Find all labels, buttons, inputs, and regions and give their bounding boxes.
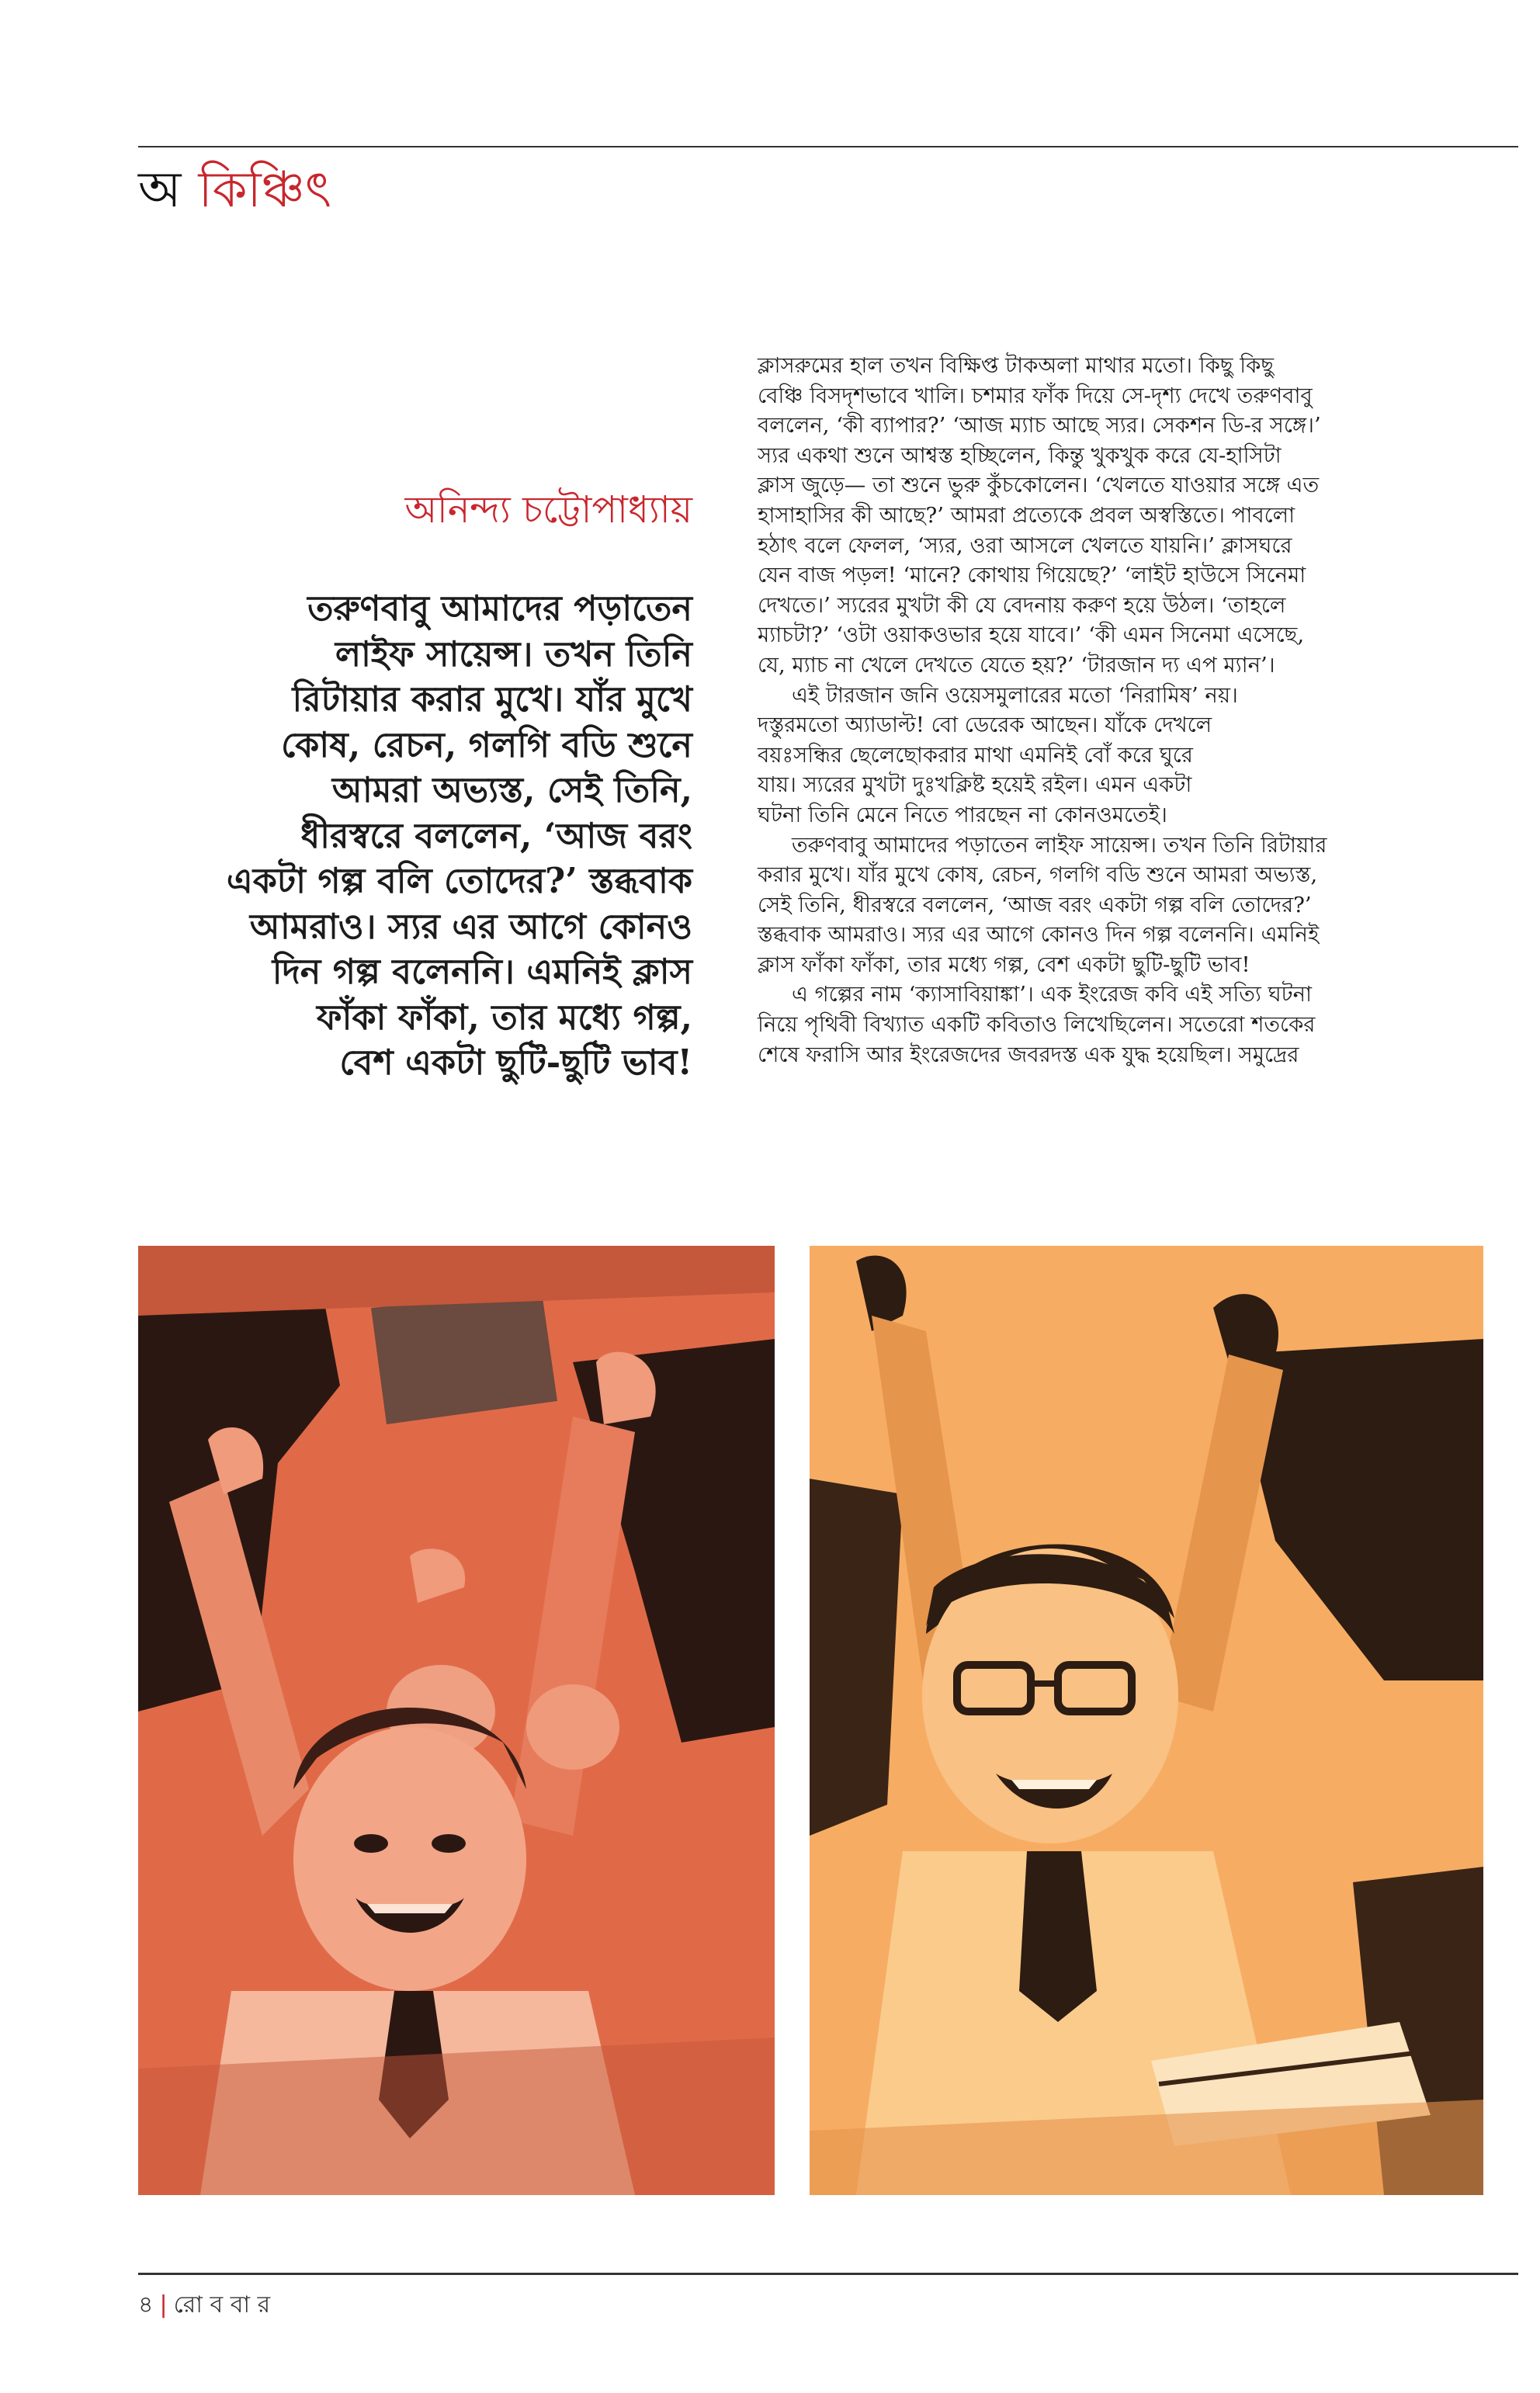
intro-line: কোষ, রেচন, গলগি বডি শুনে [281, 724, 692, 765]
intro-line: দিন গল্প বলেননি। এমনিই ক্লাস [272, 952, 692, 992]
section-prefix: অ [138, 161, 182, 219]
intro-paragraph [138, 586, 692, 1086]
intro-line: বেশ একটা ছুটি-ছুটি ভাব! [339, 1042, 692, 1083]
body-line: যেন বাজ পড়ল! ‘মানে? কোথায় গিয়েছে?’ ‘লাইট হাউসে সিনেমা [758, 563, 1306, 588]
body-line: যায়। স্যরের মুখটা দুঃখক্লিষ্ট হয়েই রইল। এমন একটা [758, 772, 1192, 798]
intro-line: রিটায়ার করার মুখে। যাঁর মুখে [292, 679, 692, 720]
photo-boy-illustration [810, 1246, 1483, 2195]
intro-line: তরুণবাবু আমাদের পড়াতেন [307, 588, 692, 629]
body-line: বেঞ্চি বিসদৃশভাবে খালি। চশমার ফাঁক দিয়ে সে-দৃশ্য দেখে তরুণবাবু [758, 383, 1313, 408]
body-line: স্যর একথা শুনে আশ্বস্ত হচ্ছিলেন, কিন্তু খুকখুক করে যে-হাসিটা [758, 442, 1282, 468]
body-line: এই টারজান জনি ওয়েসমুলারের মতো ‘নিরামিষ’ নয়। [792, 682, 1238, 708]
photo-girl-illustration [138, 1246, 775, 2195]
photo-boy-cheering [810, 1246, 1483, 2195]
body-line: হাসাহাসির কী আছে?’ আমরা প্রত্যেকে প্রবল অস্বস্তিতে। পাবলো [758, 502, 1295, 528]
intro-line: ফাঁকা ফাঁকা, তার মধ্যে গল্প, [316, 997, 692, 1038]
body-line: দেখতে।’ স্যরের মুখটা কী যে বেদনায় করুণ হয়ে উঠল। ‘তাহলে [758, 592, 1286, 618]
page-number: ৪ [138, 2291, 154, 2318]
article-body [758, 351, 1526, 1070]
body-line: করার মুখে। যাঁর মুখে কোষ, রেচন, গলগি বডি শুনে আমরা অভ্যস্ত, [758, 862, 1318, 888]
footer-separator: | [159, 2291, 168, 2318]
body-line: ঘটনা তিনি মেনে নিতে পারছেন না কোনওমতেই। [758, 802, 1167, 827]
body-line: ক্লাসরুমের হাল তখন বিক্ষিপ্ত টাকঅলা মাথার মতো। কিছু কিছু [758, 353, 1275, 378]
body-line: ম্যাচটা?’ ‘ওটা ওয়াকওভার হয়ে যাবে।’ ‘কী এমন সিনেমা এসেছে, [758, 623, 1305, 648]
section-title: কিঞ্চিৎ [198, 161, 331, 219]
intro-line: আমরা অভ্যস্ত, সেই তিনি, [331, 770, 692, 810]
page-footer [138, 2290, 270, 2321]
intro-line: আমরাও। স্যর এর আগে কোনও [249, 906, 692, 947]
intro-line: লাইফ সায়েন্স। তখন তিনি [335, 633, 692, 675]
body-line: সেই তিনি, ধীরস্বরে বললেন, ‘আজ বরং একটা গল্প বলি তোদের?’ [758, 892, 1312, 917]
body-line: এ গল্পের নাম ‘ক্যাসাবিয়াঙ্কা’। এক ইংরেজ কবি এই সত্যি ঘটনা [792, 982, 1312, 1007]
body-line: নিয়ে পৃথিবী বিখ্যাত একটি কবিতাও লিখেছিলেন। সতেরো শতকের [758, 1012, 1316, 1038]
body-line: যে, ম্যাচ না খেলে দেখতে যেতে হয়?’ ‘টারজান দ্য এপ ম্যান’। [758, 652, 1275, 678]
section-heading [138, 159, 331, 221]
bottom-rule [138, 2273, 1518, 2275]
intro-line: একটা গল্প বলি তোদের?’ স্তব্ধবাক [226, 861, 692, 901]
photo-girl-cheering [138, 1246, 775, 2195]
body-line: স্তব্ধবাক আমরাও। স্যর এর আগে কোনও দিন গল্প বলেননি। এমনিই [758, 922, 1320, 948]
body-line: বয়ঃসন্ধির ছেলেছোকরার মাথা এমনিই বোঁ করে ঘুরে [758, 742, 1193, 768]
body-line: ক্লাস ফাঁকা ফাঁকা, তার মধ্যে গল্প, বেশ একটা ছুটি-ছুটি ভাব! [758, 952, 1250, 977]
body-line: শেষে ফরাসি আর ইংরেজদের জবরদস্ত এক যুদ্ধ হয়েছিল। সমুদ্রের [758, 1042, 1299, 1067]
body-line: বললেন, ‘কী ব্যাপার?’ ‘আজ ম্যাচ আছে স্যর। সেকশন ডি-র সঙ্গে।’ [758, 413, 1321, 439]
body-line: দস্তুরমতো অ্যাডাল্ট! বো ডেরেক আছেন। যাঁকে দেখলে [758, 713, 1212, 738]
body-line: তরুণবাবু আমাদের পড়াতেন লাইফ সায়েন্স। তখন তিনি রিটায়ার [792, 832, 1327, 858]
intro-line: ধীরস্বরে বললেন, ‘আজ বরং [300, 815, 692, 856]
author-byline: অনিন্দ্য চট্টোপাধ্যায় [404, 488, 692, 532]
top-rule [138, 146, 1518, 147]
body-line: ক্লাস জুড়ে— তা শুনে ভুরু কুঁচকোলেন। ‘খেলতে যাওয়ার সঙ্গে এত [758, 473, 1320, 498]
body-line: হঠাৎ বলে ফেলল, ‘স্যর, ওরা আসলে খেলতে যায়নি।’ ক্লাসঘরে [758, 532, 1292, 558]
magazine-name: রো ব বা র [173, 2291, 271, 2318]
